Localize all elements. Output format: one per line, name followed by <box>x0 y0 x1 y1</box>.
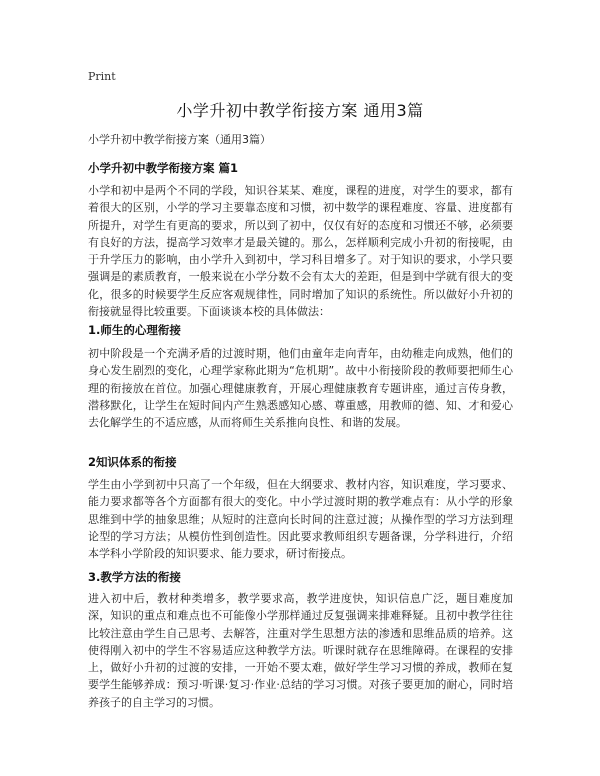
section-body-2: 初中阶段是一个充满矛盾的过渡时期，他们由童年走向青年，由幼稚走向成熟，他们的身心发生剧烈的变化，心理学家称此期为“危机期”。故中小衔接阶段的教师要把师生心理的衔接放在首位。加强心理健康教育，开展心理健康教育专题讲座，通过言传身教，潜移默化，让学生在短时间内产生熟悉感知心感、尊重感，用教师的德、知、才和爱心去化解学生的不适应感，从而将师生关系推向良性、和谐的发展。 <box>88 347 513 430</box>
section-heading-4: 3.教学方法的衔接 <box>88 570 181 584</box>
section-body-4: 进入初中后，教材种类增多，教学要求高，教学进度快，知识信息广泛，题目难度加深，知识的重点和难点也不可能像小学那样通过反复强调来排难释疑。且初中教学往往比较注意由学生自己思考、去解答，注重对学生思想方法的渗透和思维品质的培养。这使得刚入初中的学生不容易适应这种教学方法。听课时就存在思维障碍。在课程的安排上，做好小升初的过渡的安排，一开始不要太难，做好学生学习习惯的养成，教师在复要学生能够养成：预习·听课·复习·作业·总结的学习习惯。对孩子要更加的耐心，同时培养孩子的自主学习的习惯。 <box>88 592 513 709</box>
section-heading-2: 1.师生的心理衔接 <box>88 323 181 337</box>
print-label: Print <box>88 70 116 83</box>
document-subtitle: 小学升初中教学衔接方案（通用3篇） <box>88 133 271 146</box>
section-body-3: 学生由小学到初中只高了一个年级，但在大纲要求、教材内容，知识难度，学习要求、能力要求都等各个方面都有很大的变化。中小学过渡时期的教学难点有：从小学的形象思维到中学的抽象思维；从短时的注意向长时间的注意过渡；从操作型的学习方法到理论型的学习方法；从模仿性到创造性。因此要求教师组织专题备课，分学科进行，介绍本学科小学阶段的知识要求、能力要求，研讨衔接点。 <box>88 478 513 561</box>
document-title: 小学升初中教学衔接方案 通用3篇 <box>176 101 424 120</box>
section-heading-1: 小学升初中教学衔接方案 篇1 <box>88 161 239 175</box>
section-body-1: 小学和初中是两个不同的学段，知识谷某某、难度，课程的进度，对学生的要求，都有着很大的区别，小学的学习主要靠态度和习惯，初中数学的课程难度、容量、进度都有所提升，对学生有更高的要求，所以到了初中，仅仅有好的态度和习惯还不够，必须要有良好的方法，提高学习效率才是最关键的。那么，怎样顺利完成小升初的衔接呢，由于升学压力的影响，由小学升入到初中，学习科目增多了。对于知识的要求，小学只要强调是的素质教育，一般来说在小学分数不会有太大的差距，但是到中学就有很大的变化，很多的时候要学生反应客观规律性，同时增加了知识的系统性。所以做好小升初的衔接就显得比较重要。下面谈谈本校的具体做法： <box>88 184 513 319</box>
section-heading-3: 2知识体系的衔接 <box>88 455 177 469</box>
